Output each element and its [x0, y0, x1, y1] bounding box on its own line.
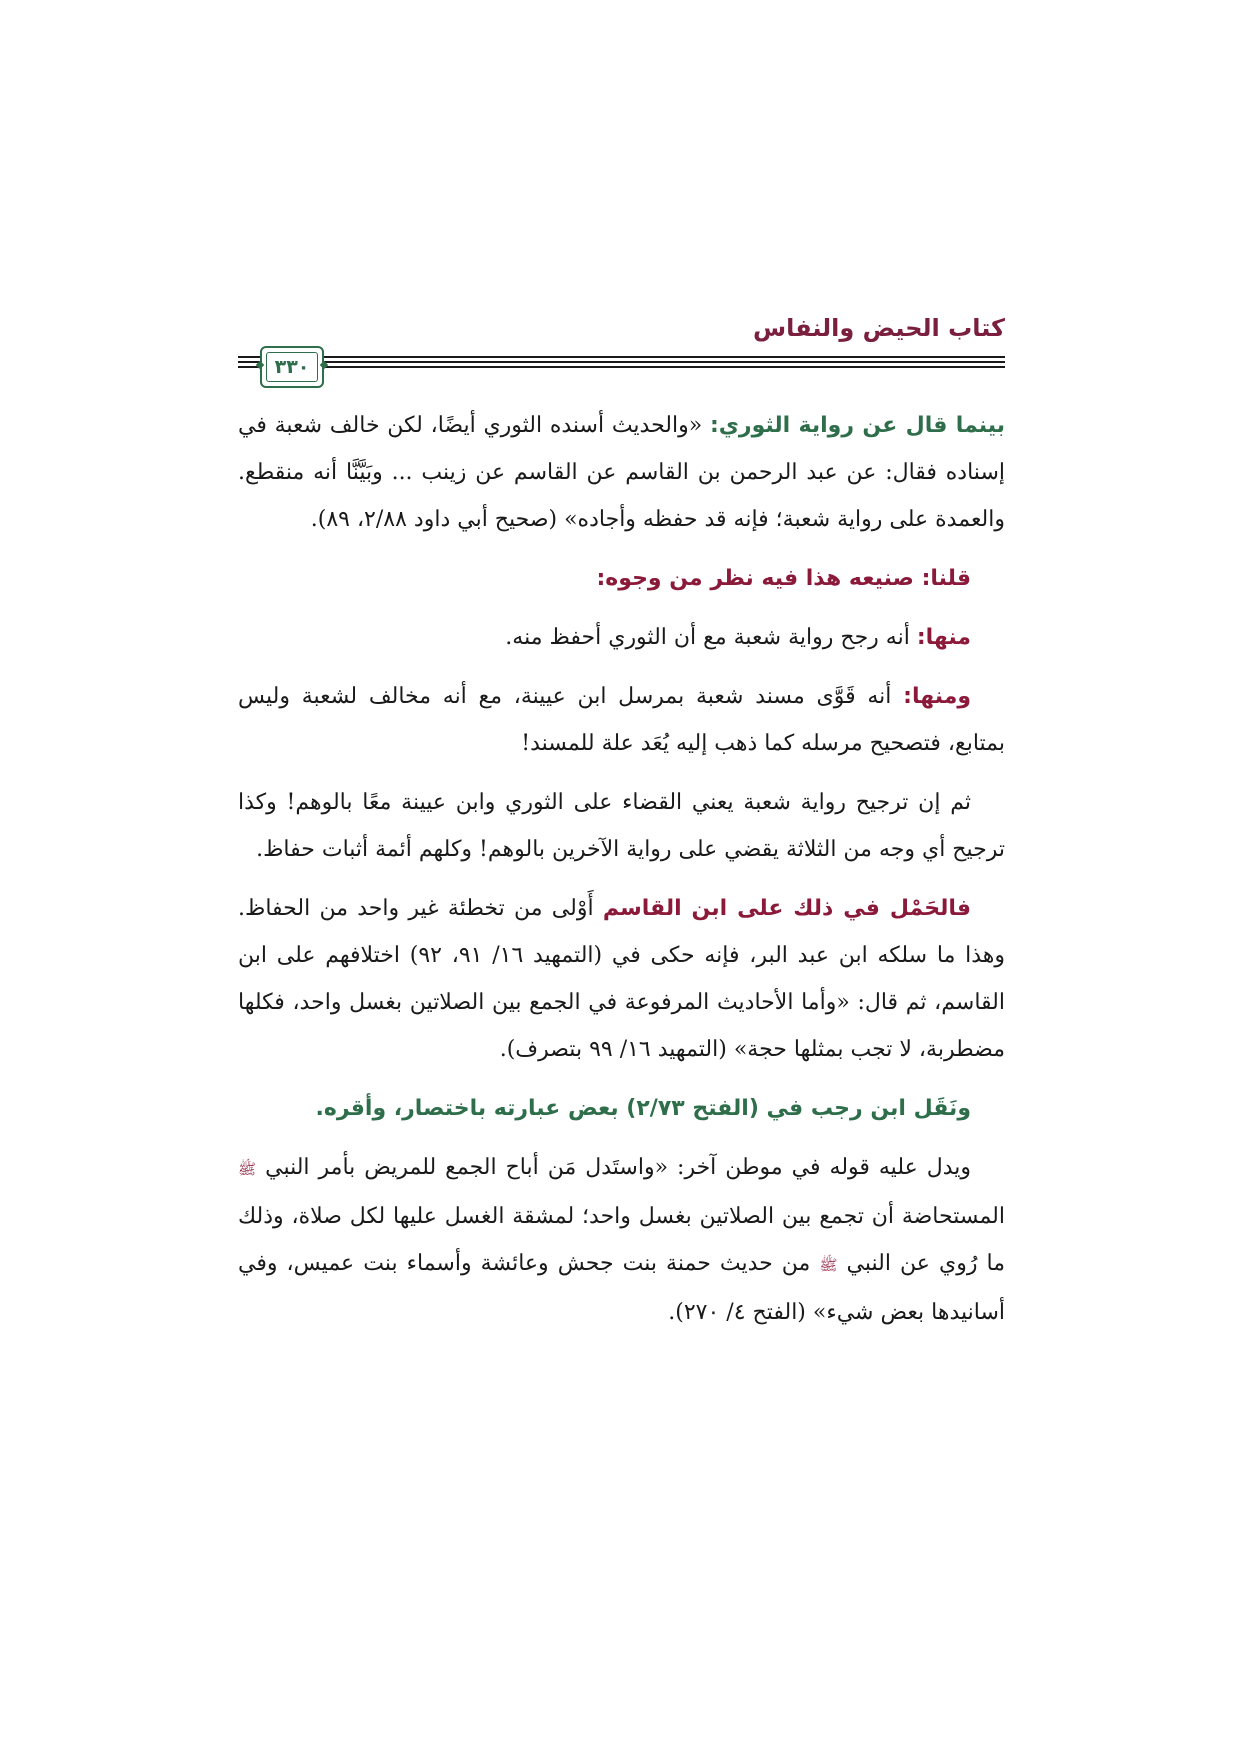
paragraph-text: أنه قَوَّى مسند شعبة بمرسل ابن عيينة، مع أنه مخالف لشعبة وليس بمتابع، فتصحيح مرسله كما ذهب إليه يُعَد علة للمسند!	[238, 684, 1005, 756]
paragraph-lead: ومنها:	[903, 684, 971, 709]
paragraph	[238, 885, 1005, 1073]
paragraph	[238, 1144, 1005, 1336]
paragraph	[238, 779, 1005, 873]
page-number: ٣٣٠	[266, 352, 318, 382]
heading-lead: قلنا:	[921, 566, 971, 591]
paragraph-text: ويدل عليه قوله في موطن آخر: «واستَدل مَن أباح الجمع للمريض بأمر النبي	[256, 1155, 971, 1180]
paragraph	[238, 614, 1005, 661]
page-number-badge	[260, 346, 324, 388]
header-rule	[238, 361, 1005, 363]
paragraph-text: «والحديث أسنده الثوري أيضًا، لكن خالف شعبة في إسناده فقال: عن عبد الرحمن بن القاسم عن القاسم عن زينب ... وبَيَّنَّا أنه منقطع. والعمدة على رواية شعبة؛ فإنه قد حفظه وأجاده» (صحيح أبي داود ٢/٨٨، ٨٩).	[238, 413, 1005, 532]
heading-text: صنيعه هذا فيه نظر من وجوه:	[596, 566, 922, 591]
header-rule	[238, 356, 1005, 358]
page-header	[238, 312, 1005, 394]
honorific-glyph: ﷺ	[819, 1256, 838, 1274]
section-heading	[238, 555, 1005, 602]
paragraph	[238, 673, 1005, 767]
paragraph-lead: منها:	[916, 625, 971, 650]
book-title: كتاب الحيض والنفاس	[752, 314, 1005, 342]
honorific-glyph: ﷺ	[238, 1160, 257, 1178]
paragraph-text: أَوْلى من تخطئة غير واحد من الحفاظ. وهذا ما سلكه ابن عبد البر، فإنه حكى في (التمهيد ١٦/ ٩١، ٩٢) اختلافهم على ابن القاسم، ثم قال: «وأما الأحاديث المرفوعة في الجمع بين الصلاتين بغسل واحد، فكلها مضطربة، لا تجب بمثلها حجة» (التمهيد ١٦/ ٩٩ بتصرف).	[238, 896, 1005, 1062]
paragraph-lead: بينما قال عن رواية الثوري:	[709, 413, 1005, 438]
paragraph-text: أنه رجح رواية شعبة مع أن الثوري أحفظ منه.	[505, 625, 917, 650]
paragraph	[238, 402, 1005, 543]
header-rule	[238, 366, 1005, 368]
heading-text: ونَقَل ابن رجب في (الفتح ٢/٧٣) بعض عبارته باختصار، وأقره.	[315, 1096, 971, 1121]
paragraph-lead: فالحَمْل في ذلك على ابن القاسم	[602, 896, 972, 921]
paragraph-text: ثم إن ترجيح رواية شعبة يعني القضاء على الثوري وابن عيينة معًا بالوهم! وكذا ترجيح أي وجه من الثلاثة يقضي على رواية الآخرين بالوهم! وكلهم أئمة أثبات حفاظ.	[238, 790, 1005, 862]
body-text	[238, 402, 1005, 1348]
paragraph-text: من حديث حمنة بنت جحش وعائشة وأسماء بنت عميس، وفي أسانيدها بعض شيء» (الفتح ٤/ ٢٧٠).	[238, 1251, 1005, 1325]
section-heading	[238, 1085, 1005, 1132]
paragraph-text: المستحاضة أن تجمع بين الصلاتين بغسل واحد؛ لمشقة الغسل عليها لكل صلاة، وذلك ما رُوي عن النبي	[238, 1204, 1005, 1276]
